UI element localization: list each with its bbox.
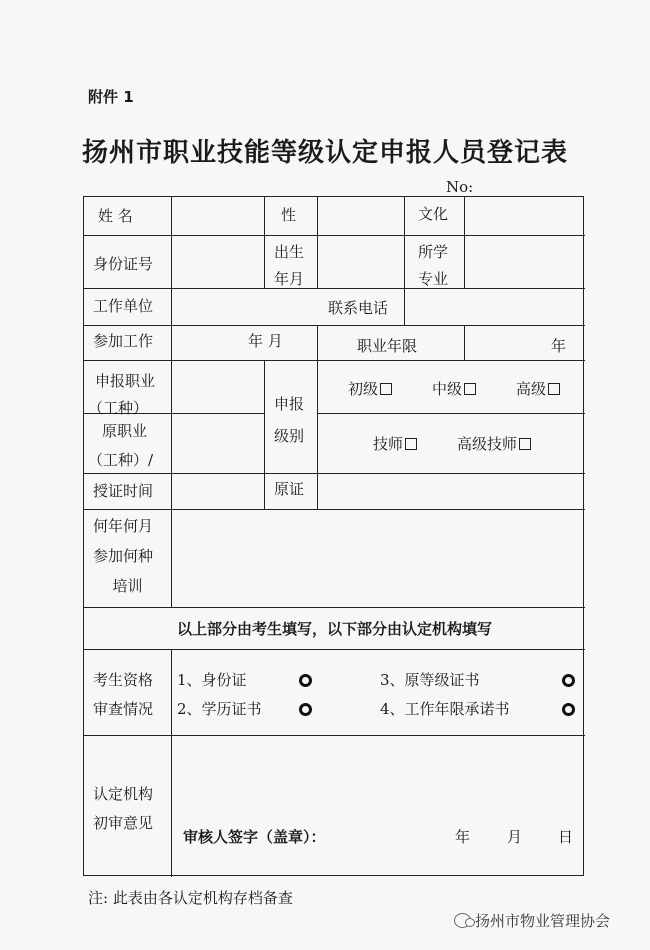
form-title: 扬州市职业技能等级认定申报人员登记表: [81, 138, 568, 168]
radio-id-card[interactable]: [299, 674, 312, 687]
birth-label-2: 年月: [274, 270, 305, 288]
row-line: [84, 288, 585, 289]
check-id-card: 1、身份证: [177, 671, 247, 689]
qual-label-1: 考生资格: [93, 671, 154, 689]
watermark-text: 扬州市物业管理协会: [475, 912, 611, 930]
apply-job-label-1: 申报职业: [95, 372, 156, 390]
level-senior-checkbox[interactable]: 高级: [516, 382, 560, 397]
training-label-3: 培训: [112, 577, 143, 595]
id-number-label: 身份证号: [93, 255, 154, 273]
phone-label: 联系电话: [328, 299, 389, 317]
date-year: 年: [455, 828, 471, 846]
signature-label: 审核人签字（盖章）：: [183, 828, 326, 846]
apply-job-label-2: （工种）: [88, 399, 149, 417]
col-line: [171, 649, 172, 877]
attachment-label: 附件 1: [88, 88, 134, 106]
col-line: [171, 197, 172, 360]
col-line: [317, 197, 318, 288]
name-label: 姓 名: [98, 207, 133, 225]
birth-label-1: 出生: [274, 243, 305, 261]
radio-orig-cert[interactable]: [562, 674, 575, 687]
level-intermediate-checkbox[interactable]: 中级: [432, 382, 476, 397]
row-line: [317, 413, 585, 414]
apply-level-label-1: 申报: [274, 395, 305, 413]
career-years-label: 职业年限: [357, 337, 418, 355]
row-line: [84, 649, 585, 650]
level-technician-checkbox[interactable]: 技师: [373, 437, 417, 452]
section-divider-text: 以上部分由考生填写，以下部分由认定机构填写: [176, 620, 492, 638]
col-line: [404, 197, 405, 288]
level-primary-checkbox[interactable]: 初级: [348, 382, 392, 397]
workplace-label: 工作单位: [93, 297, 154, 315]
col-line: [464, 197, 465, 288]
col-line: [404, 288, 405, 325]
registration-table: [83, 196, 584, 876]
col-line: [264, 197, 265, 288]
col-line: [317, 325, 318, 509]
col-line: [464, 325, 465, 360]
watermark: [454, 910, 610, 931]
year-month-label: 年 月: [248, 332, 283, 350]
row-line: [84, 607, 585, 608]
orig-cert-label: 原证: [274, 480, 305, 498]
row-line: [84, 509, 585, 510]
footer-note: 注: 此表由各认定机构存档备查: [88, 889, 293, 907]
major-label-2: 专业: [418, 270, 449, 288]
year-label: 年: [551, 337, 567, 355]
apply-level-label-2: 级别: [274, 427, 305, 445]
col-line: [171, 360, 172, 607]
row-line: [84, 735, 585, 736]
level-senior-technician-checkbox[interactable]: 高级技师: [457, 437, 531, 452]
radio-diploma[interactable]: [299, 703, 312, 716]
wechat-icon: [454, 913, 471, 928]
check-work-pledge: 4、工作年限承诺书: [380, 700, 510, 718]
col-line: [264, 360, 265, 509]
orig-job-label-1: 原职业: [102, 422, 148, 440]
radio-work-pledge[interactable]: [562, 703, 575, 716]
check-orig-cert: 3、原等级证书: [380, 671, 480, 689]
date-month: 月: [507, 828, 523, 846]
check-diploma: 2、学历证书: [177, 700, 262, 718]
date-day: 日: [558, 828, 574, 846]
review-label-1: 认定机构: [93, 785, 154, 803]
row-line: [84, 325, 585, 326]
cert-time-label: 授证时间: [93, 482, 154, 500]
training-label-1: 何年何月: [93, 517, 154, 535]
review-label-2: 初审意见: [93, 814, 154, 832]
row-line: [84, 473, 585, 474]
row-line: [84, 235, 585, 236]
education-label: 文化: [418, 205, 449, 223]
row-line: [84, 360, 585, 361]
training-label-2: 参加何种: [93, 547, 154, 565]
major-label-1: 所学: [418, 243, 449, 261]
orig-job-label-2: （工种）/: [88, 451, 154, 469]
qual-label-2: 审查情况: [93, 700, 154, 718]
gender-label: 性: [281, 206, 297, 224]
form-number-label: No:: [446, 178, 474, 196]
start-work-label: 参加工作: [93, 332, 154, 350]
